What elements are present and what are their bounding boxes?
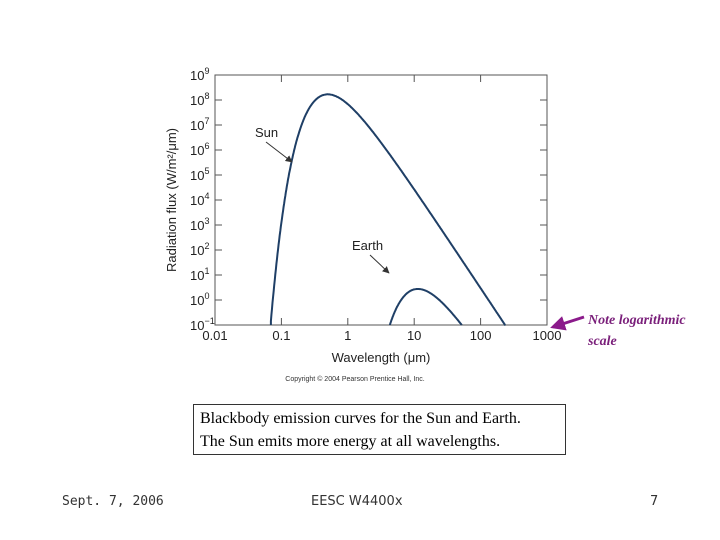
caption-box xyxy=(193,404,566,455)
y-tick-label: $10^4$ xyxy=(190,191,210,208)
x-tick-label: 1 xyxy=(344,328,352,343)
series-line-earth xyxy=(390,289,462,325)
y-tick-label: $10^3$ xyxy=(190,216,210,233)
footer-page-number: 7 xyxy=(650,494,659,509)
x-axis-ticks xyxy=(202,75,561,343)
plot-frame xyxy=(215,75,547,325)
note-line-2: scale xyxy=(588,334,617,349)
caption-line-1: Blackbody emission curves for the Sun and Earth. xyxy=(200,410,521,427)
series-line-sun xyxy=(271,94,506,325)
y-tick-label: $10^9$ xyxy=(190,66,210,83)
y-tick-label: $10^{-1}$ xyxy=(190,316,215,333)
earth-label-arrow xyxy=(370,255,389,273)
logscale-annotation-arrow xyxy=(553,317,584,327)
y-axis-title: Radiation flux (W/m²/μm) xyxy=(164,127,179,273)
logarithmic-scale-note xyxy=(588,310,718,352)
y-tick-label: $10^7$ xyxy=(190,116,210,133)
footer-date: Sept. 7, 2006 xyxy=(62,494,164,509)
y-tick-label: $10^0$ xyxy=(190,291,210,308)
y-tick-label: $10^1$ xyxy=(190,266,210,283)
copyright-text: Copyright © 2004 Pearson Prentice Hall, Inc. xyxy=(285,376,425,383)
x-tick-label: 0.01 xyxy=(202,328,228,343)
y-tick-label: $10^2$ xyxy=(190,241,210,258)
x-tick-label: 10 xyxy=(406,328,422,343)
caption-line-2: The Sun emits more energy at all wavelengths. xyxy=(200,433,501,450)
x-tick-label: 100 xyxy=(469,328,492,343)
series-label-earth: Earth xyxy=(352,238,384,253)
footer-course: EESC W4400x xyxy=(311,494,403,509)
y-axis-ticks xyxy=(190,66,547,333)
x-tick-label: 0.1 xyxy=(272,328,291,343)
y-tick-label: $10^5$ xyxy=(190,166,210,183)
y-tick-label: $10^8$ xyxy=(190,91,210,108)
sun-label-arrow xyxy=(266,142,292,162)
x-tick-label: 1000 xyxy=(532,328,562,343)
y-tick-label: $10^6$ xyxy=(190,141,210,158)
series-label-sun: Sun xyxy=(255,125,279,140)
x-axis-title: Wavelength (μm) xyxy=(331,350,431,365)
note-line-1: Note logarithmic xyxy=(588,313,686,328)
